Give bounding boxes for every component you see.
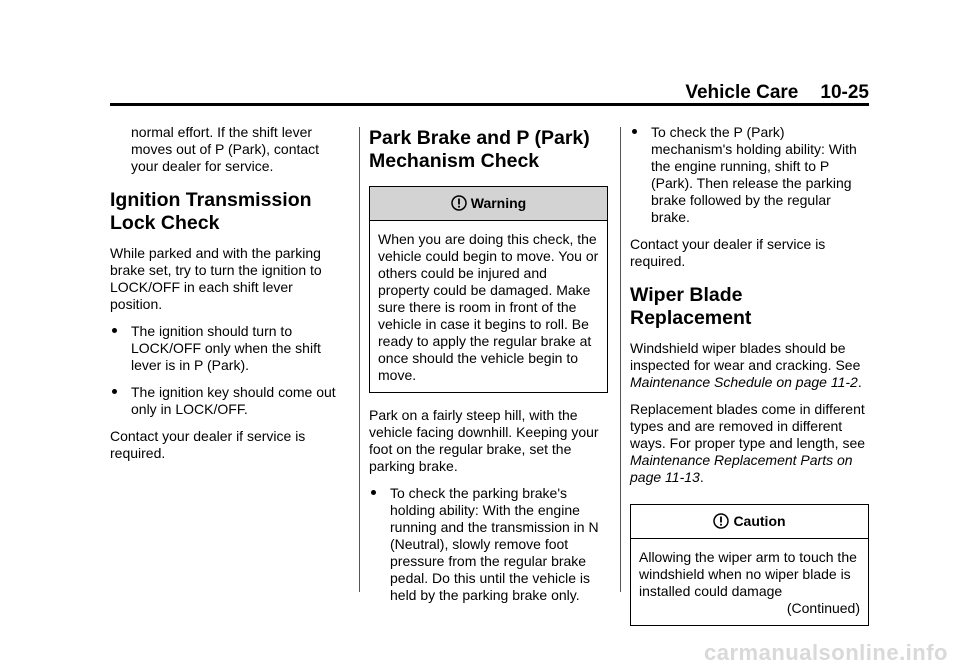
cross-reference: Maintenance Replacement Parts on page 11-13: [630, 452, 853, 485]
warning-box: [369, 186, 608, 393]
paragraph: Contact your dealer if service is required.: [630, 236, 826, 269]
warning-icon: [451, 195, 467, 211]
column-1: [110, 124, 342, 472]
paragraph: Windshield wiper blades should be inspected for wear and cracking. See Maintenance Schedule on page 11-2.: [630, 340, 862, 390]
list-item: The ignition should turn to LOCK/OFF only when the shift lever is in P (Park).: [110, 323, 342, 374]
caution-title: Caution: [733, 513, 786, 529]
paragraph: Replacement blades come in different types and are removed in different ways. For proper type and length, see Maintenance Replacement Parts on page 11-13.: [630, 401, 866, 485]
list-item: The ignition key should come out only in LOCK/OFF.: [110, 384, 342, 418]
list-item: To check the P (Park) mechanism's holding ability: With the engine running, shift to P (Park). Then release the parking brake followed by the regular brake.: [630, 124, 869, 226]
warning-body: When you are doing this check, the vehicle could begin to move. You or others could be injured and property could be damaged. Make sure there is room in front of the vehicle in case it begins to roll. Be ready to apply the regular brake at once should the vehicle begin to move.: [378, 231, 599, 383]
caution-header: [631, 505, 868, 539]
caution-icon: [713, 513, 729, 529]
intro-text: normal effort. If the shift lever moves out of P (Park), contact your dealer for service.: [131, 124, 320, 174]
paragraph: While parked and with the parking brake set, try to turn the ignition to LOCK/OFF in each shift lever position.: [110, 245, 322, 312]
caution-box: [630, 504, 869, 626]
column-divider-2: [620, 127, 621, 592]
warning-title: Warning: [470, 195, 527, 211]
caution-body: Allowing the wiper arm to touch the windshield when no wiper blade is installed could damage: [639, 549, 857, 599]
paragraph: Park on a fairly steep hill, with the vehicle facing downhill. Keeping your foot on the regular brake, set the parking brake.: [369, 407, 599, 474]
paragraph: Contact your dealer if service is required.: [110, 428, 306, 461]
column-2: [369, 124, 608, 614]
bullet-icon: [371, 490, 376, 495]
section-heading-park-brake: Park Brake and P (Park) Mechanism Check: [369, 127, 590, 172]
cross-reference: Maintenance Schedule on page 11-2: [630, 374, 858, 390]
continued-label: (Continued): [786, 600, 860, 616]
section-heading-ignition: Ignition Transmission Lock Check: [110, 189, 312, 234]
page-header: [110, 82, 869, 104]
header-rule: [110, 103, 869, 106]
warning-header: [370, 187, 607, 221]
page-number: 10-25: [820, 82, 869, 103]
bullet-icon: [632, 129, 637, 134]
column-3: [630, 124, 869, 640]
list-item: To check the parking brake's holding ability: With the engine running and the transmission in N (Neutral), slowly remove foot pressure from the regular brake pedal. Do this until the vehicle is held by the parking brake only.: [369, 485, 608, 604]
bullet-icon: [112, 328, 117, 333]
bullet-icon: [112, 389, 117, 394]
section-title: Vehicle Care: [685, 82, 799, 103]
watermark: carmanualsonline.info: [704, 640, 948, 665]
section-heading-wiper: Wiper Blade Replacement: [630, 284, 752, 329]
column-divider-1: [359, 127, 360, 592]
